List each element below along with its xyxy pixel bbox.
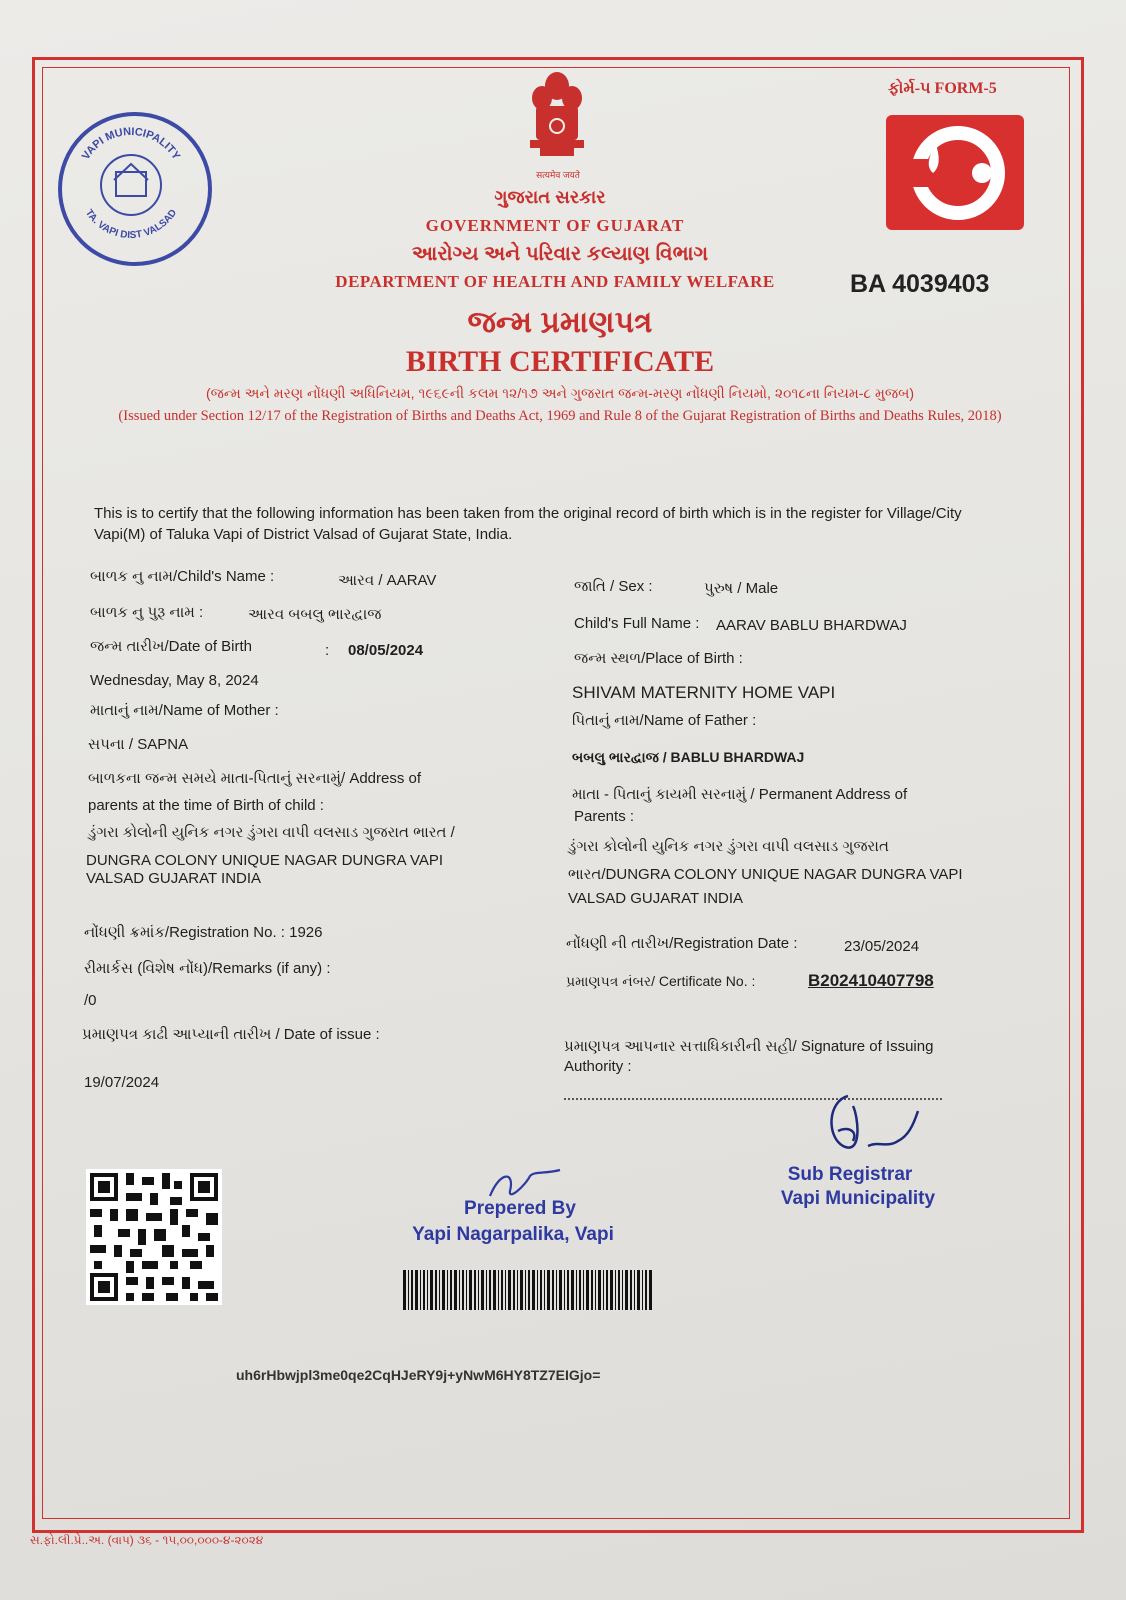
- permanent-address-label-2: Parents :: [574, 808, 635, 825]
- signature-label-1: પ્રમાણપત્ર આપનાર સત્તાધિકારીની સહી/ Signature of Issuing: [564, 1038, 934, 1055]
- svg-text:TA. VAPI DIST VALSAD: [83, 208, 179, 242]
- child-name-value: આરવ / AARAV: [338, 572, 437, 589]
- barcode: [403, 1270, 653, 1310]
- emblem-motto: सत्यमेव जयते: [536, 170, 580, 180]
- prepared-by-label: Prepered By: [464, 1198, 576, 1219]
- dob-colon: :: [325, 642, 330, 659]
- permanent-address-1: ડુંગરા કોલોની યુનિક નગર ડુંગરા વાપી વલસાડ ગુજરાત: [568, 838, 889, 855]
- father-name-label: પિતાનું નામ/Name of Father :: [572, 712, 757, 729]
- govt-gujarati: ગુજરાત સરકાર: [494, 187, 606, 207]
- full-name-value: AARAV BABLU BHARDWAJ: [716, 617, 907, 634]
- dept-english: DEPARTMENT OF HEALTH AND FAMILY WELFARE: [335, 272, 775, 291]
- national-emblem-icon: [522, 68, 592, 173]
- remarks-label: રીમાર્કસ (વિશેષ નોંધ)/Remarks (if any) :: [84, 960, 331, 977]
- stamp-bottom-text: TA. VAPI DIST VALSAD: [82, 207, 180, 242]
- dob-value: 08/05/2024: [348, 642, 424, 659]
- registration-number: નોંધણી ક્રમાંક/Registration No. : 1926: [84, 924, 323, 941]
- title-english: BIRTH CERTIFICATE: [405, 345, 715, 378]
- title-gujarati: જન્મ પ્રમાણપત્ર: [467, 306, 653, 339]
- date-of-issue-label: પ્રમાણપત્ર કાઢી આપ્યાની તારીખ / Date of issue :: [82, 1026, 380, 1043]
- birth-address-en-2: VALSAD GUJARAT INDIA: [86, 870, 262, 887]
- dept-gujarati: આરોગ્ય અને પરિવાર કલ્યાણ વિભાગ: [411, 243, 709, 265]
- dob-words: Wednesday, May 8, 2024: [90, 672, 259, 689]
- sex-value: પુરુષ / Male: [704, 580, 779, 597]
- father-name-value: બબલુ ભારદ્વાજ / BABLU BHARDWAJ: [572, 749, 805, 765]
- svg-text:VAPI MUNICIPALITY: [80, 126, 183, 163]
- birth-address-gujarati: ડુંગરા કોલોની યુનિક નગર ડુંગરા વાપી વલસાડ ગુજરાત ભારત /: [88, 824, 455, 841]
- dob-label: જન્મ તારીખ/Date of Birth: [90, 638, 252, 655]
- prepared-by-org: Yapi Nagarpalika, Vapi: [412, 1224, 614, 1245]
- full-name-gu-value: આરવ બબલુ ભારદ્વાજ: [248, 606, 382, 623]
- remarks-value: /0: [84, 992, 97, 1009]
- certify-line-1: This is to certify that the following information has been taken from the original record of birth which is in the register for Village/City: [94, 505, 962, 522]
- full-name-gu-label: બાળક નુ પુરૂ નામ :: [90, 604, 204, 621]
- verification-hash: uh6rHbwjpl3me0qe2CqHJeRY9j+yNwM6HY8TZ7EIGjo=: [236, 1367, 601, 1383]
- signature-mark: [818, 1086, 938, 1166]
- registration-date-label: નોંધણી ની તારીખ/Registration Date :: [566, 935, 798, 952]
- place-of-birth-label: જન્મ સ્થળ/Place of Birth :: [574, 650, 743, 667]
- municipality-stamp: [58, 112, 212, 266]
- permanent-address-2: ભારત/DUNGRA COLONY UNIQUE NAGAR DUNGRA VAPI: [568, 866, 963, 883]
- full-name-label: Child's Full Name :: [574, 615, 700, 632]
- issued-under-english: (Issued under Section 12/17 of the Registration of Births and Deaths Act, 1969 and Rule 8 of the Gujarat Registration of Births and Deaths Rules, 2018): [118, 408, 1002, 424]
- health-logo-icon: [886, 115, 1024, 230]
- form-label: ફોર્મ-૫ FORM-5: [888, 80, 997, 97]
- date-of-issue-value: 19/07/2024: [84, 1074, 160, 1091]
- birth-address-label-2: parents at the time of Birth of child :: [88, 797, 324, 814]
- child-name-label: બાળક નુ નામ/Child's Name :: [90, 568, 275, 585]
- permanent-address-3: VALSAD GUJARAT INDIA: [568, 890, 744, 907]
- serial-number: BA 4039403: [850, 270, 990, 298]
- certificate-number-label: પ્રમાણપત્ર નંબર/ Certificate No. :: [566, 973, 756, 989]
- certificate-number-value: B202410407798: [808, 971, 934, 990]
- registration-date-value: 23/05/2024: [844, 938, 920, 955]
- birth-address-en-1: DUNGRA COLONY UNIQUE NAGAR DUNGRA VAPI: [86, 852, 444, 869]
- qr-code: [86, 1169, 222, 1305]
- permanent-address-label-1: માતા - પિતાનું કાયમી સરનામું / Permanent Address of: [572, 786, 908, 803]
- mother-name-label: માતાનું નામ/Name of Mother :: [90, 702, 279, 719]
- signature-label-2: Authority :: [564, 1058, 632, 1075]
- footer-print-code: સ.ફો.લી.પ્રે..અ. (વાપ) ૩૬ - ૧૫,૦૦,૦૦૦-૪-૨૦૨૪: [30, 1533, 264, 1547]
- sub-registrar-title: Sub Registrar: [787, 1164, 913, 1185]
- govt-english: GOVERNMENT OF GUJARAT: [425, 216, 685, 235]
- stamp-top-text: VAPI MUNICIPALITY: [79, 125, 183, 162]
- sex-label: જાતિ / Sex :: [574, 578, 653, 595]
- birth-address-label-1: બાળકના જન્મ સમયે માતા-પિતાનું સરનામું/ Address of: [88, 770, 422, 787]
- mother-name-value: સપના / SAPNA: [88, 736, 189, 753]
- certify-line-2: Vapi(M) of Taluka Vapi of District Valsad of Gujarat State, India.: [94, 526, 513, 543]
- sub-registrar-office: Vapi Municipality: [780, 1188, 936, 1209]
- place-of-birth-value: SHIVAM MATERNITY HOME VAPI: [572, 683, 836, 702]
- issued-under-gujarati: (જન્મ અને મરણ નોંધણી અધિનિયમ, ૧૯૬૯ની કલમ ૧૨/૧૭ અને ગુજરાત જન્મ-મરણ નોંધણી નિયમો, ૨૦૧૮ના નિયમ-૮ મુજબ): [205, 385, 915, 401]
